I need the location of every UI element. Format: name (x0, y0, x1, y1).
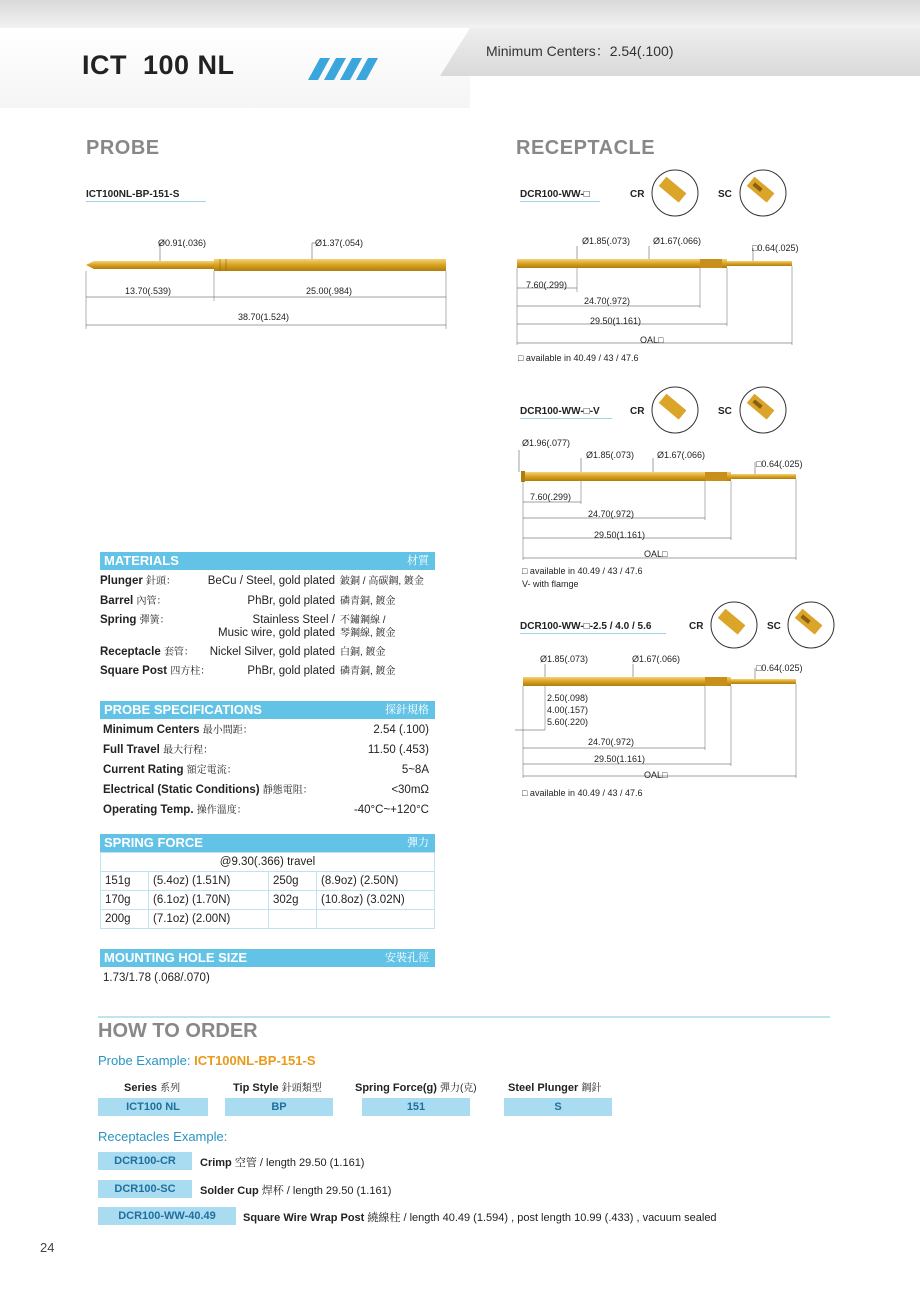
probe-example-value: ICT100NL-BP-151-S (194, 1053, 316, 1068)
minimum-centers-label: Minimum Centers：2.54(.100) (486, 43, 674, 59)
materials-label: Square Post (100, 665, 168, 677)
receptacle1-dim-oal: OAL□ (640, 335, 664, 345)
col-head: Spring Force(g) (355, 1082, 437, 1094)
rec-name: Crimp (200, 1157, 232, 1169)
probe-dim-l1: 13.70(.539) (125, 286, 172, 296)
col-head-zh: 針頭類型 (281, 1083, 322, 1094)
probe-dim-d1: Ø0.91(.036) (158, 238, 207, 248)
probe-example-label: Probe Example: (98, 1053, 191, 1068)
rec-detail: 空管 / length 29.50 (1.161) (234, 1157, 365, 1169)
receptacle1-note: □ available in 40.49 / 43 / 47.6 (518, 353, 639, 363)
spec-label: Current Rating (103, 764, 184, 776)
materials-label: Barrel (100, 595, 134, 607)
receptacle1-cr-label: CR (630, 189, 645, 200)
table-cell: 151g (101, 872, 149, 891)
materials-list (100, 572, 440, 682)
order-col-spring (355, 1079, 477, 1094)
materials-title-zh: 材質 (407, 555, 429, 567)
col-head-zh: 系列 (160, 1083, 181, 1094)
materials-label: Spring (100, 614, 137, 626)
receptacle3-cr-label: CR (689, 621, 704, 632)
table-cell: (10.8oz) (3.02N) (317, 891, 435, 910)
rec-code-chip: DCR100-CR (98, 1152, 192, 1170)
receptacle3-sc-label: SC (767, 621, 781, 632)
header-band (0, 0, 920, 28)
receptacles-example-label: Receptacles Example: (98, 1129, 228, 1144)
table-cell (317, 910, 435, 929)
table-row (101, 853, 435, 872)
receptacle1-dim-l1: 7.60(.299) (526, 280, 568, 290)
materials-row (100, 662, 440, 681)
spec-value: <30mΩ (391, 784, 429, 796)
col-head: Series (124, 1082, 158, 1094)
rec-desc (200, 1182, 391, 1198)
materials-value: Nickel Silver, gold plated (209, 646, 335, 658)
receptacle2-dim-l3: 29.50(1.161) (594, 530, 646, 540)
rec-code-chip: DCR100-WW-40.49 (98, 1207, 236, 1225)
materials-label-zh: 彈簧： (139, 615, 170, 626)
col-head: Steel Plunger (508, 1082, 579, 1094)
materials-value: Stainless Steel / (252, 614, 335, 626)
receptacle2-dim-d1: Ø1.85(.073) (586, 450, 635, 460)
materials-title: MATERIALS (104, 553, 179, 568)
materials-label-zh: 內管： (136, 596, 167, 607)
probe-section-title: PROBE (86, 137, 160, 159)
materials-label-zh: 套管： (163, 647, 194, 658)
materials-label: Plunger (100, 575, 143, 587)
rec-desc (200, 1154, 364, 1170)
receptacle3-dim-s2: 4.00(.157) (547, 705, 589, 715)
probe-dim-l3: 38.70(1.524) (238, 312, 290, 322)
spec-label-zh: 靜態電阻： (262, 785, 313, 796)
spec-label: Full Travel (103, 744, 160, 756)
rec-detail: 繞線柱 / length 40.49 (1.594) , post length 10.99 (.433) , vacuum sealed (367, 1212, 717, 1224)
mounting-value: 1.73/1.78 (.068/.070) (103, 972, 210, 984)
materials-value-zh: 鈹銅 / 高碳鋼, 鍍金 (340, 576, 424, 587)
receptacle2-dim-d2: Ø1.67(.066) (657, 450, 706, 460)
receptacle2-note: □ available in 40.49 / 43 / 47.6 (522, 566, 643, 576)
materials-value-zh: 白銅, 鍍金 (340, 647, 386, 658)
solder-cup-icon (738, 385, 788, 435)
table-cell: 170g (101, 891, 149, 910)
col-head: Tip Style (233, 1082, 279, 1094)
spec-label: Electrical (Static Conditions) (103, 784, 260, 796)
receptacle2-dim-d0: Ø1.96(.077) (522, 438, 571, 448)
receptacle1-underline (520, 201, 600, 202)
probe-dim-l2: 25.00(.984) (306, 286, 353, 296)
materials-value-zh: 琴鋼線, 鍍金 (340, 628, 396, 639)
materials-header (100, 552, 435, 570)
stripes-icon (300, 58, 380, 80)
materials-value-zh: 磷青銅, 鍍金 (340, 596, 396, 607)
receptacle3-dim-s3: 5.60(.220) (547, 717, 589, 727)
spring-force-table (100, 852, 435, 929)
receptacle3-dim-d1: Ø1.85(.073) (540, 654, 589, 664)
receptacle2-dim-l2: 24.70(.972) (588, 509, 635, 519)
table-cell: (7.1oz) (2.00N) (149, 910, 269, 929)
rec-code-chip: DCR100-SC (98, 1180, 192, 1198)
receptacle2-underline (520, 418, 612, 419)
order-col-tip (233, 1079, 322, 1094)
materials-label-zh: 針頭： (146, 576, 177, 587)
materials-value: BeCu / Steel, gold plated (207, 575, 335, 587)
receptacle2-dim-oal: OAL□ (644, 549, 668, 559)
table-row (101, 891, 435, 910)
specs-title-zh: 探針規格 (385, 704, 429, 716)
receptacle1-dim-d2: Ø1.67(.066) (653, 236, 702, 246)
table-cell: (8.9oz) (2.50N) (317, 872, 435, 891)
receptacle3-dim-l2: 24.70(.972) (588, 737, 635, 747)
receptacle1-dim-d1: Ø1.85(.073) (582, 236, 631, 246)
solder-cup-icon (786, 600, 836, 650)
mounting-title: MOUNTING HOLE SIZE (104, 950, 247, 965)
table-cell: (6.1oz) (1.70N) (149, 891, 269, 910)
specs-row (103, 741, 429, 760)
spec-value: 2.54 (.100) (373, 724, 429, 736)
col-head-zh: 彈力(克) (439, 1083, 477, 1094)
receptacle1-part-number: DCR100-WW-□ (520, 189, 590, 200)
probe-dim-d2: Ø1.37(.054) (315, 238, 364, 248)
receptacle3-dim-d2: Ø1.67(.066) (632, 654, 681, 664)
series-chip: ICT100 NL (98, 1098, 208, 1116)
receptacle3-dim-s1: 2.50(.098) (547, 693, 589, 703)
header-left-panel (0, 28, 470, 108)
table-cell: 200g (101, 910, 149, 929)
materials-label: Receptacle (100, 646, 161, 658)
order-divider (98, 1016, 830, 1018)
receptacle1-dim-l3: 29.50(1.161) (590, 316, 642, 326)
spec-label-zh: 最大行程： (163, 745, 214, 756)
spring-force-chip: 151 (362, 1098, 470, 1116)
receptacle3-dim-oal: OAL□ (644, 770, 668, 780)
materials-value-zh: 不鏽鋼線 / (340, 615, 386, 626)
spec-label-zh: 操作溫度： (196, 805, 247, 816)
table-cell: (5.4oz) (1.51N) (149, 872, 269, 891)
mounting-header (100, 949, 435, 967)
crimp-end-icon (709, 600, 759, 650)
materials-row (100, 643, 440, 662)
receptacle2-note2: V- with flamge (522, 579, 579, 589)
travel-cell: @9.30(.366) travel (101, 853, 435, 872)
materials-value-zh: 磷青銅, 鍍金 (340, 666, 396, 677)
table-row (101, 910, 435, 929)
receptacle2-dim-l1: 7.60(.299) (530, 492, 572, 502)
receptacle2-sc-label: SC (718, 406, 732, 417)
receptacle-section-title: RECEPTACLE (516, 137, 656, 159)
tip-style-chip: BP (225, 1098, 333, 1116)
receptacle3-dim-l3: 29.50(1.161) (594, 754, 646, 764)
spec-value: 5~8A (401, 764, 429, 776)
col-head-zh: 鋼針 (581, 1083, 602, 1094)
specs-row (103, 721, 429, 740)
receptacle3-part-number: DCR100-WW-□-2.5 / 4.0 / 5.6 (520, 621, 652, 632)
spring-header (100, 834, 435, 852)
receptacle2-part-number: DCR100-WW-□-V (520, 406, 600, 417)
receptacle2-dim-d3: □0.64(.025) (756, 459, 803, 469)
rec-name: Square Wire Wrap Post (243, 1212, 365, 1224)
receptacle3-dim-d3: □0.64(.025) (756, 663, 803, 673)
specs-row (103, 801, 429, 820)
probe-part-underline (86, 201, 206, 202)
specs-header (100, 701, 435, 719)
order-col-series (124, 1079, 180, 1094)
page-title: ICT 100 NL (82, 50, 235, 80)
crimp-end-icon (650, 168, 700, 218)
probe-part-number: ICT100NL-BP-151-S (86, 189, 180, 200)
spec-label-zh: 最小間距： (202, 725, 253, 736)
materials-row (100, 572, 440, 591)
rec-name: Solder Cup (200, 1185, 259, 1197)
spec-label: Minimum Centers (103, 724, 200, 736)
mounting-title-zh: 安裝孔徑 (385, 952, 429, 964)
receptacle2-cr-label: CR (630, 406, 645, 417)
spec-value: -40°C~+120°C (353, 804, 429, 816)
specs-row (103, 781, 429, 800)
steel-plunger-chip: S (504, 1098, 612, 1116)
spring-title: SPRING FORCE (104, 835, 203, 850)
solder-cup-icon (738, 168, 788, 218)
receptacle1-dim-d3: □0.64(.025) (752, 243, 799, 253)
materials-row-cont (100, 624, 440, 643)
page-number: 24 (40, 1240, 55, 1255)
materials-value: Music wire, gold plated (218, 627, 335, 639)
spec-label-zh: 額定電流： (186, 765, 237, 776)
order-col-plunger (508, 1079, 601, 1094)
order-title: HOW TO ORDER (98, 1020, 258, 1042)
rec-detail: 焊杯 / length 29.50 (1.161) (261, 1185, 392, 1197)
crimp-end-icon (650, 385, 700, 435)
materials-row (100, 592, 440, 611)
specs-list (103, 721, 429, 821)
rec-desc (243, 1209, 717, 1225)
specs-title: PROBE SPECIFICATIONS (104, 702, 262, 717)
spec-value: 11.50 (.453) (367, 744, 429, 756)
receptacle1-dim-l2: 24.70(.972) (584, 296, 631, 306)
receptacle1-sc-label: SC (718, 189, 732, 200)
materials-value: PhBr, gold plated (247, 595, 335, 607)
receptacle3-underline (520, 633, 666, 634)
table-row (101, 872, 435, 891)
materials-value: PhBr, gold plated (247, 665, 335, 677)
specs-row (103, 761, 429, 780)
probe-example (98, 1053, 316, 1068)
table-cell: 302g (269, 891, 317, 910)
table-cell (269, 910, 317, 929)
spring-title-zh: 彈力 (407, 837, 429, 849)
spec-label: Operating Temp. (103, 804, 194, 816)
receptacle3-note: □ available in 40.49 / 43 / 47.6 (522, 788, 643, 798)
materials-label-zh: 四方柱： (170, 666, 211, 677)
table-cell: 250g (269, 872, 317, 891)
